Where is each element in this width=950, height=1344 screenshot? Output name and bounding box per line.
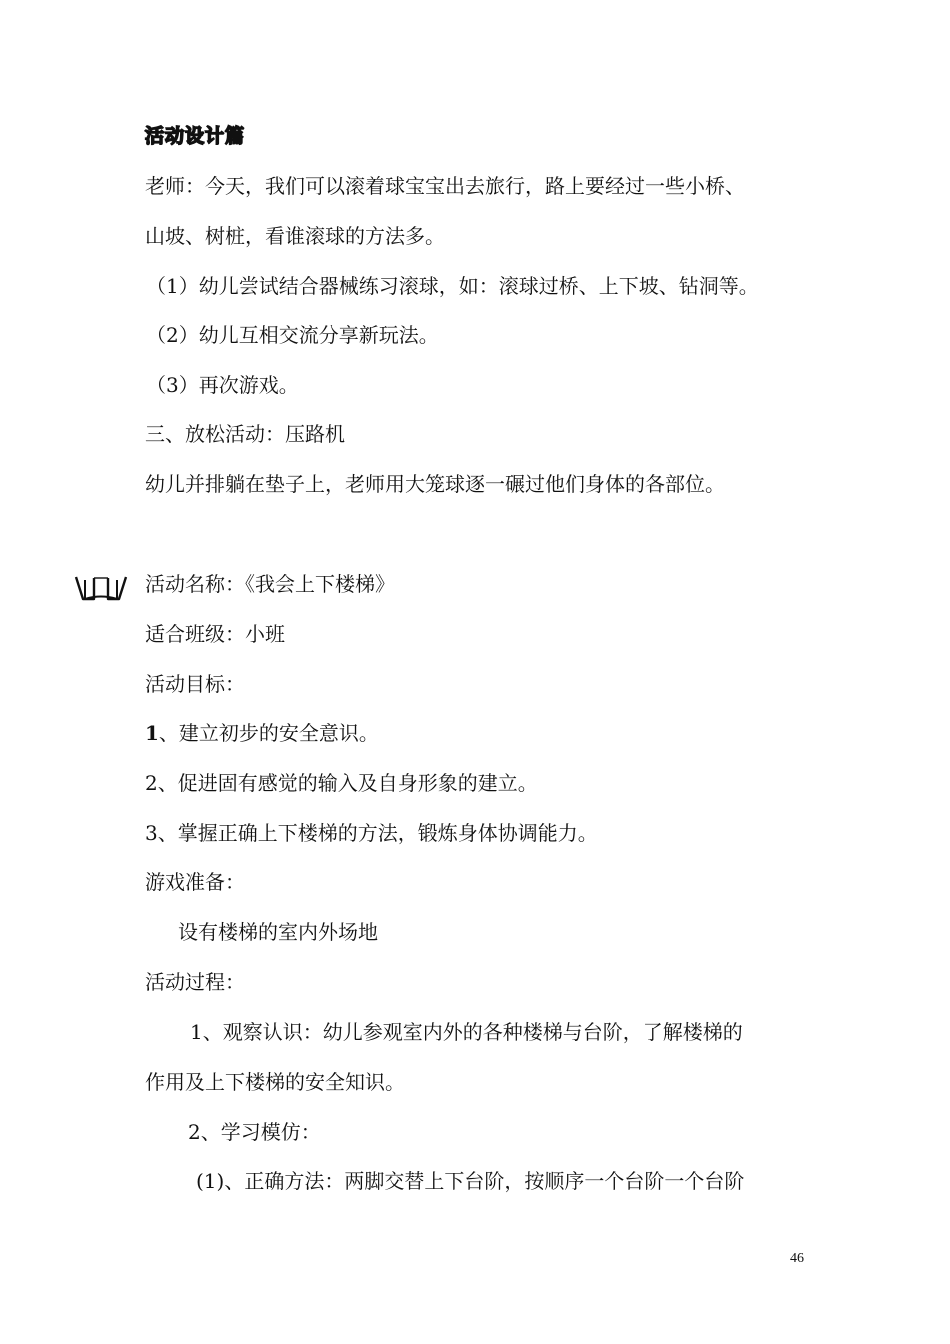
activity-name: 活动名称：《我会上下楼梯》 [145,572,395,596]
prep-label: 游戏准备： [145,870,245,894]
goals-label: 活动目标： [145,672,245,696]
prep-text: 设有楼梯的室内外场地 [178,920,378,944]
process-label: 活动过程： [145,970,245,994]
paragraph-line: （1）幼儿尝试结合器械练习滚球，如：滚球过桥、上下坡、钻洞等。 [146,274,759,298]
process-step: 2、学习模仿： [188,1120,321,1144]
goal-number: 1 [145,721,159,745]
paragraph-line: 幼儿并排躺在垫子上，老师用大笼球逐一碾过他们身体的各部位。 [145,472,725,496]
goal-item: 2、促进固有感觉的输入及自身形象的建立。 [145,771,538,795]
paragraph-line: （3）再次游戏。 [146,373,299,397]
goal-item [145,719,379,747]
paragraph-line: 三、放松活动：压路机 [145,422,345,446]
paragraph-line: （2）幼儿互相交流分享新玩法。 [146,323,439,347]
goal-item: 3、掌握正确上下楼梯的方法，锻炼身体协调能力。 [145,821,598,845]
section-heading: 活动设计篇 [145,125,246,147]
process-step: (1)、正确方法：两脚交替上下台阶，按顺序一个台阶一个台阶 [196,1169,745,1193]
goal-text: 、建立初步的安全意识。 [158,721,379,745]
activity-class: 适合班级：小班 [145,622,285,646]
paragraph-line: 山坡、树桩，看谁滚球的方法多。 [145,224,445,248]
open-book-icon [72,572,130,602]
process-step: 1、观察认识：幼儿参观室内外的各种楼梯与台阶，了解楼梯的 [190,1020,743,1044]
paragraph-line: 老师：今天，我们可以滚着球宝宝出去旅行，路上要经过一些小桥、 [145,174,745,198]
page-number: 46 [790,1251,804,1266]
process-step: 作用及上下楼梯的安全知识。 [145,1070,405,1094]
